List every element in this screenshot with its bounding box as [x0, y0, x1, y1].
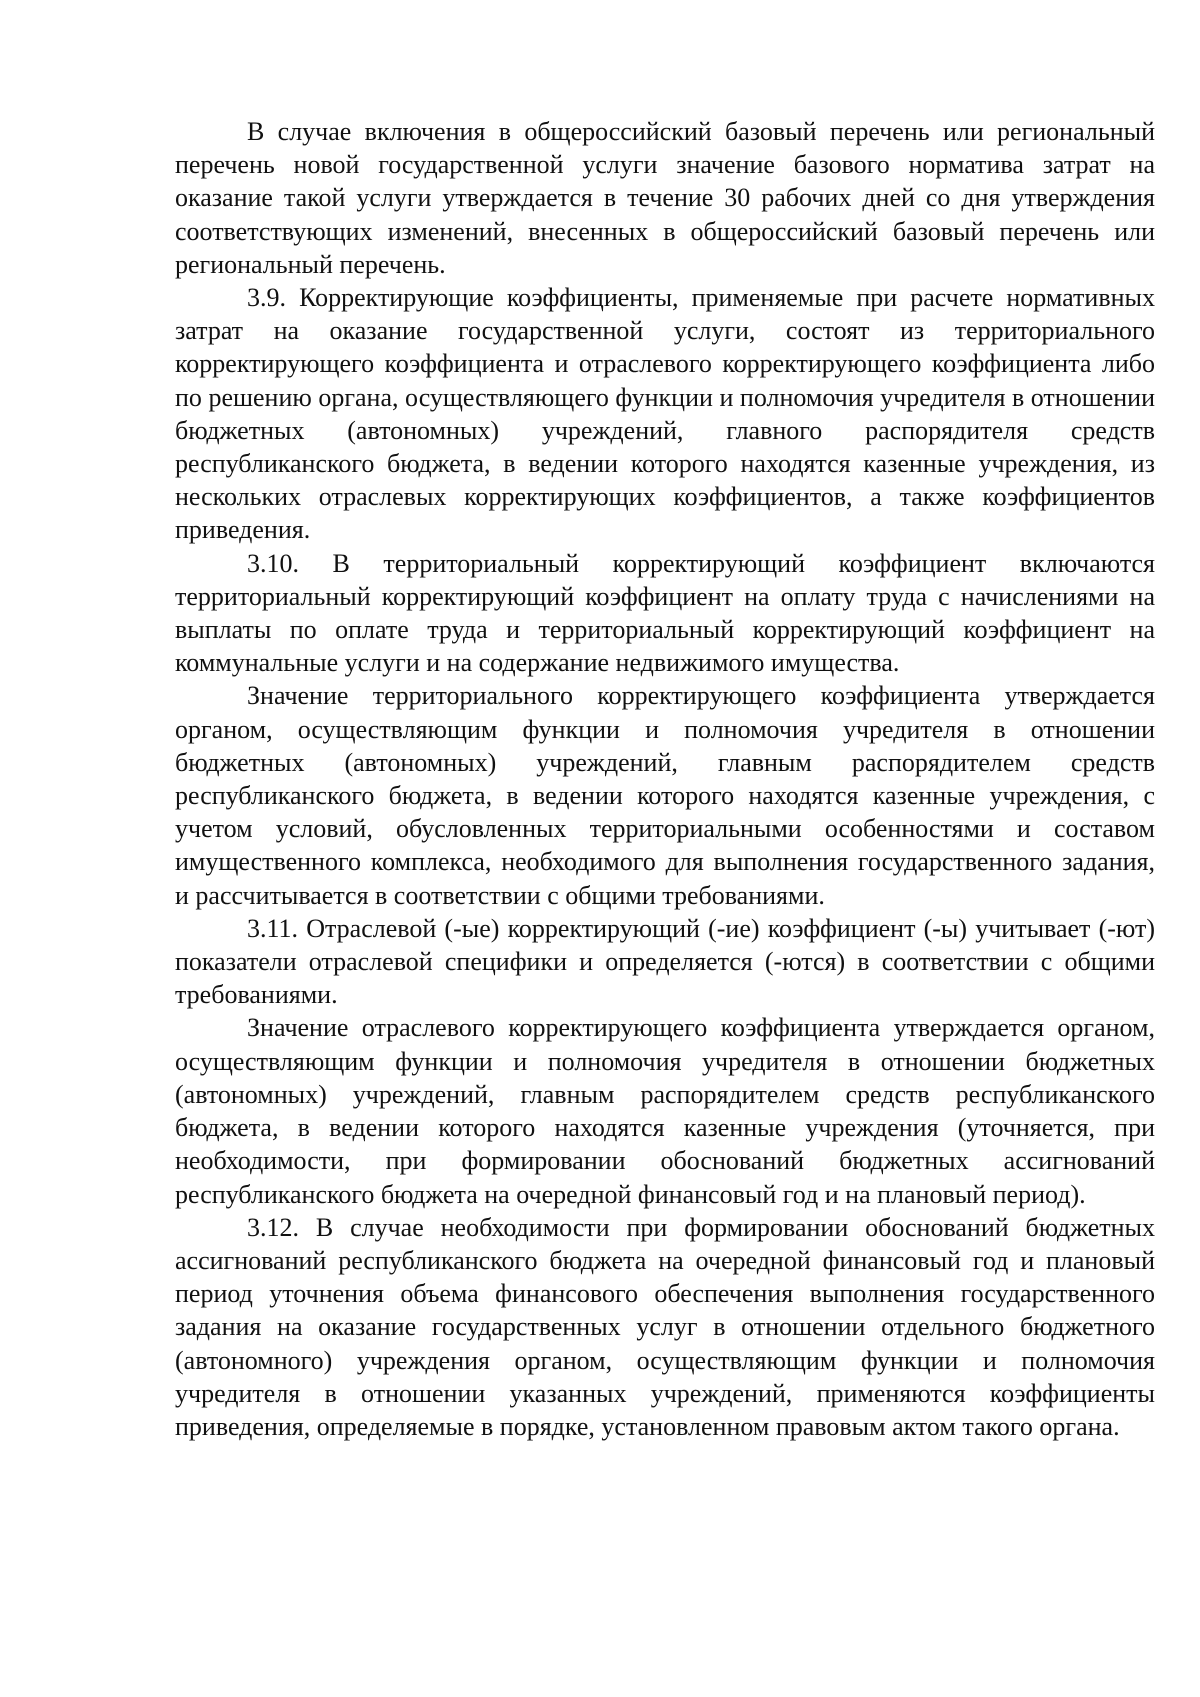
- paragraph-sectoral-coefficient-value: Значение отраслевого корректирующего коэффициента утверждается органом, осуществляющим функции и полномочия учредителя в отношении бюджетных (автономных) учреждений, главным распорядителем средств республиканского бюджета, в ведении которого находятся казенные учреждения (уточняется, при необходимости, при формировании обоснований бюджетных ассигнований республиканского бюджета на очередной финансовый год и на плановый период).: [175, 1013, 1155, 1209]
- paragraph-3-10: 3.10. В территориальный корректирующий коэффициент включаются территориальный корректирующий коэффициент на оплату труда с начислениями на выплаты по оплате труда и территориальный корректирующий коэффициент на коммунальные услуги и на содержание недвижимого имущества.: [175, 548, 1155, 678]
- paragraph-3-11: 3.11. Отраслевой (-ые) корректирующий (-ие) коэффициент (-ы) учитывает (-ют) показатели отраслевой специфики и определяется (-ются) в соответствии с общими требованиями.: [175, 913, 1155, 1010]
- document-body: [175, 115, 1155, 1443]
- paragraph-3-12: 3.12. В случае необходимости при формировании обоснований бюджетных ассигнований республиканского бюджета на очередной финансовый год и плановый период уточнения объема финансового обеспечения выполнения государственного задания на оказание государственных услуг в отношении отдельного бюджетного (автономного) учреждения органом, осуществляющим функции и полномочия учредителя в отношении указанных учреждений, применяются коэффициенты приведения, определяемые в порядке, установленном правовым актом такого органа.: [175, 1212, 1155, 1441]
- paragraph-new-service-normative: В случае включения в общероссийский базовый перечень или региональный перечень новой государственной услуги значение базового норматива затрат на оказание такой услуги утверждается в течение 30 рабочих дней со дня утверждения соответствующих изменений, внесенных в общероссийский базовый перечень или региональный перечень.: [175, 117, 1155, 279]
- paragraph-territorial-coefficient-value: Значение территориального корректирующего коэффициента утверждается органом, осуществляющим функции и полномочия учредителя в отношении бюджетных (автономных) учреждений, главным распорядителем средств республиканского бюджета, в ведении которого находятся казенные учреждения, с учетом условий, обусловленных территориальными особенностями и составом имущественного комплекса, необходимого для выполнения государственного задания, и рассчитывается в соответствии с общими требованиями.: [175, 681, 1155, 910]
- paragraph-3-9: 3.9. Корректирующие коэффициенты, применяемые при расчете нормативных затрат на оказание государственной услуги, состоят из территориального корректирующего коэффициента и отраслевого корректирующего коэффициента либо по решению органа, осуществляющего функции и полномочия учредителя в отношении бюджетных (автономных) учреждений, главного распорядителя средств республиканского бюджета, в ведении которого находятся казенные учреждения, из нескольких отраслевых корректирующих коэффициентов, а также коэффициентов приведения.: [175, 283, 1155, 545]
